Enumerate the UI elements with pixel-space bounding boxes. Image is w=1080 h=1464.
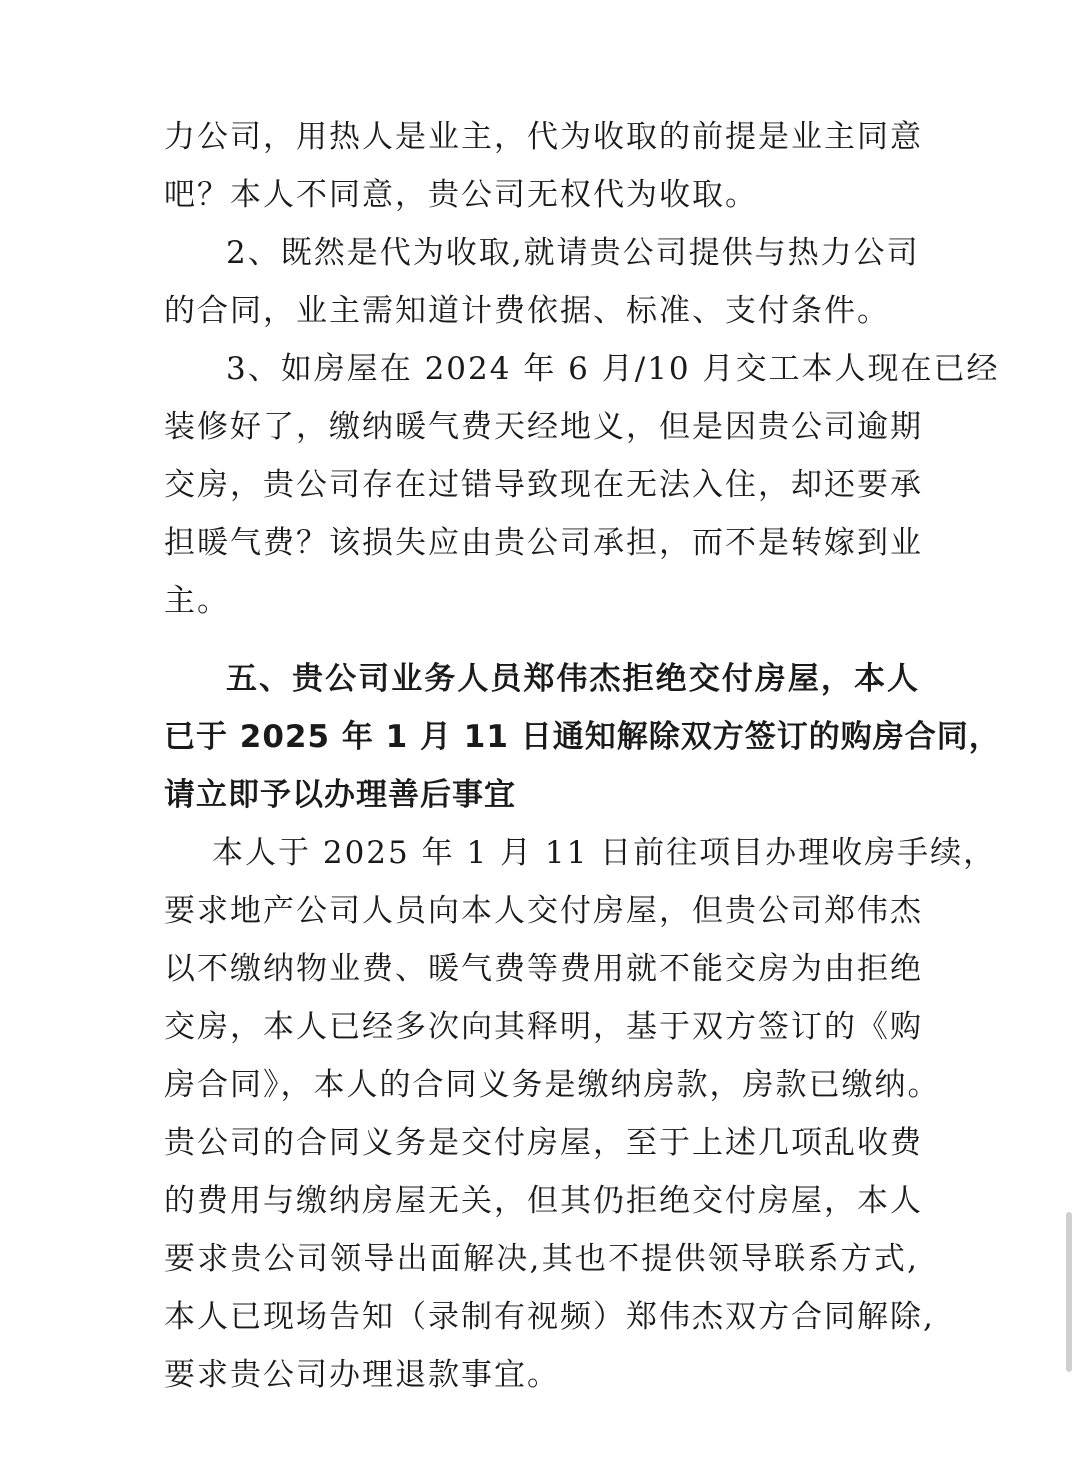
heading-line: 五、贵公司业务人员郑伟杰拒绝交付房屋，本人 <box>226 661 919 697</box>
text-line: 要求贵公司领导出面解决,其也不提供领导联系方式, <box>164 1241 919 1277</box>
heading-line: 已于 2025 年 1 月 11 日通知解除双方签订的购房合同， <box>164 719 1001 755</box>
text-line: 交房，贵公司存在过错导致现在无法入住，却还要承 <box>164 467 923 503</box>
text-line: 2、既然是代为收取,就请贵公司提供与热力公司 <box>226 235 920 271</box>
text-line: 交房，本人已经多次向其释明，基于双方签订的《购 <box>164 1009 923 1045</box>
text-line: 力公司，用热人是业主，代为收取的前提是业主同意 <box>164 119 923 155</box>
text-line: 要求地产公司人员向本人交付房屋，但贵公司郑伟杰 <box>164 893 923 929</box>
text-line: 本人于 2025 年 1 月 11 日前往项目办理收房手续， <box>212 835 997 871</box>
text-line: 担暖气费？该损失应由贵公司承担，而不是转嫁到业 <box>164 525 923 561</box>
heading-line: 请立即予以办理善后事宜 <box>164 777 516 813</box>
vertical-scrollbar[interactable] <box>1066 1212 1072 1372</box>
text-line: 贵公司的合同义务是交付房屋，至于上述几项乱收费 <box>164 1125 923 1161</box>
text-line: 房合同》，本人的合同义务是缴纳房款，房款已缴纳。 <box>164 1067 941 1103</box>
text-line: 吧？本人不同意，贵公司无权代为收取。 <box>164 177 758 213</box>
paragraph-continuation <box>164 108 923 224</box>
text-line: 装修好了，缴纳暖气费天经地义，但是因贵公司逾期 <box>164 409 923 445</box>
paragraph-item-2 <box>164 224 919 340</box>
text-line: 3、如房屋在 2024 年 6 月/10 月交工本人现在已经 <box>226 351 1000 387</box>
text-line: 的费用与缴纳房屋无关，但其仍拒绝交付房屋，本人 <box>164 1183 923 1219</box>
paragraph-section-5-body <box>164 824 997 1404</box>
text-line: 主。 <box>164 583 230 619</box>
text-line: 以不缴纳物业费、暖气费等费用就不能交房为由拒绝 <box>164 951 923 987</box>
document-body <box>164 108 1001 1404</box>
text-line: 的合同，业主需知道计费依据、标准、支付条件。 <box>164 293 890 329</box>
text-line: 要求贵公司办理退款事宜。 <box>164 1357 560 1393</box>
text-line: 本人已现场告知（录制有视频）郑伟杰双方合同解除, <box>164 1299 935 1335</box>
paragraph-item-3 <box>164 340 1000 630</box>
section-heading-5 <box>164 650 1001 824</box>
